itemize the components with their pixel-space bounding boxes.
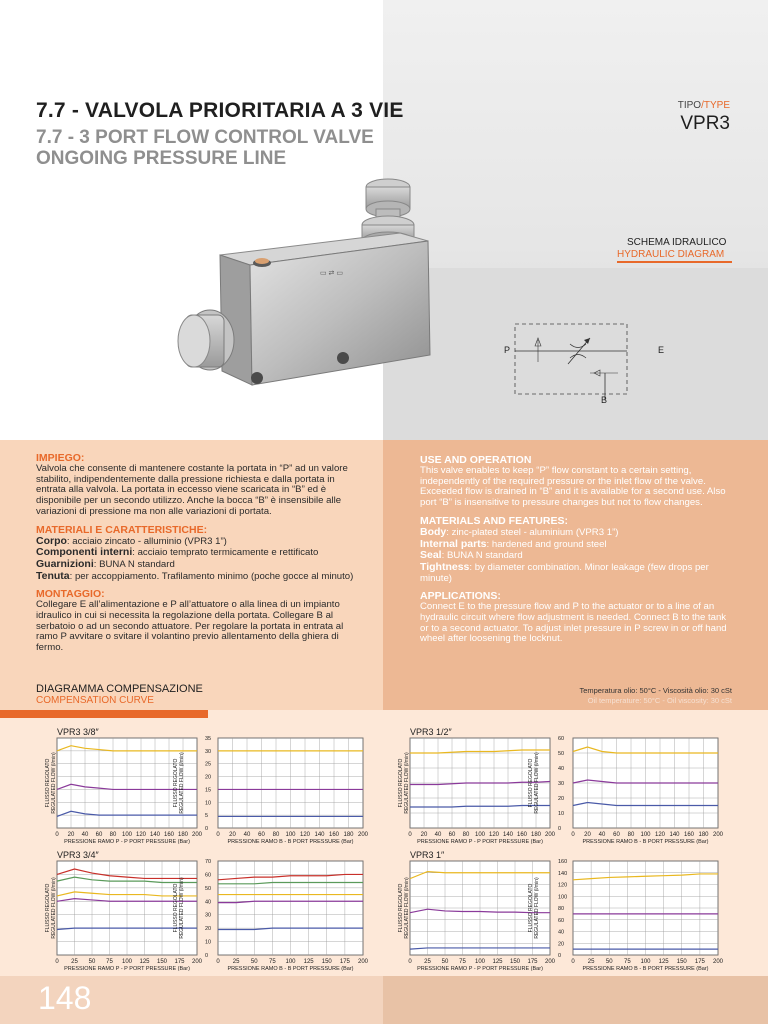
chart-x-tick-label: 0	[216, 959, 220, 965]
curve-orange-bar	[0, 710, 208, 718]
chart-x-tick-label: 20	[584, 832, 591, 838]
chart-x-tick-label: 80	[272, 832, 280, 838]
chart-y-axis-label-it: FLUSSO REGOLATO	[528, 758, 534, 808]
chart-x-tick-label: 100	[474, 959, 486, 965]
chart-x-tick-label: 75	[624, 959, 631, 965]
chart-x-tick-label: 75	[269, 959, 276, 965]
chart-x-tick-label: 40	[598, 832, 606, 838]
chart-x-tick-label: 160	[328, 832, 340, 838]
chart-x-tick-label: 175	[174, 959, 185, 965]
chart-y-tick-label: 0	[205, 826, 209, 832]
montaggio-heading: MONTAGGIO:	[36, 588, 105, 601]
componenti-line: Componenti interni: acciaio temprato termicamente e rettificato	[36, 546, 319, 559]
chart-y-tick-label: 15	[205, 787, 212, 794]
chart-x-tick-label: 0	[571, 832, 575, 838]
chart-y-tick-label: 5	[205, 813, 209, 820]
materiali-heading: MATERIALI E CARATTERISTICHE:	[36, 523, 208, 536]
chart-x-tick-label: 125	[139, 959, 150, 965]
chart-y-axis-label-en: REGULATED FLOW (l/min)	[534, 877, 540, 939]
chart-x-tick-label: 60	[95, 832, 103, 838]
chart-x-tick-label: 175	[339, 959, 350, 965]
chart-y-tick-label: 30	[205, 748, 212, 755]
chart-x-tick-label: 80	[627, 832, 635, 838]
chart-x-tick-label: 75	[106, 959, 113, 965]
chart-x-tick-label: 200	[191, 959, 203, 965]
chart-y-tick-label: 35	[205, 736, 212, 742]
diagram-title-it: SCHEMA IDRAULICO	[627, 237, 727, 248]
chart-y-tick-label: 160	[558, 859, 568, 865]
chart-x-tick-label: 125	[492, 959, 503, 965]
chart-x-tick-label: 50	[250, 959, 258, 965]
chart-x-tick-label: 200	[357, 832, 369, 838]
chart-x-axis-label: PRESSIONE RAMO P - P PORT PRESSURE (Bar)	[64, 839, 190, 845]
chart-x-tick-label: 20	[229, 832, 236, 838]
chart-y-tick-label: 10	[205, 800, 212, 807]
chart-x-tick-label: 60	[448, 832, 456, 838]
port-b-label: B	[601, 395, 608, 405]
chart-x-tick-label: 200	[544, 959, 556, 965]
chart-y-tick-label: 40	[205, 899, 212, 906]
oil-conditions-en: Oil temperature: 50°C - Oil viscosity: 30 cSt	[587, 696, 732, 705]
chart-x-tick-label: 140	[502, 832, 514, 838]
chart-x-tick-label: 100	[121, 832, 133, 838]
tightness-line: Tightness: by diameter combination. Minor leakage (few drops per minute)	[420, 560, 709, 584]
chart-x-tick-label: 100	[474, 832, 486, 838]
chart-title: VPR3 1/2″	[410, 727, 452, 737]
chart-x-tick-label: 175	[527, 959, 538, 965]
chart-x-tick-label: 140	[149, 832, 161, 838]
port-p-label: P	[504, 345, 511, 355]
chart-x-tick-label: 60	[613, 832, 620, 838]
diagram-underline	[617, 261, 732, 263]
applications-heading: APPLICATIONS:	[420, 590, 501, 603]
chart-x-axis-label: PRESSIONE RAMO P - P PORT PRESSURE (Bar)	[417, 966, 543, 972]
chart-x-tick-label: 0	[408, 832, 412, 838]
chart-x-tick-label: 200	[712, 959, 724, 965]
chart-y-tick-label: 60	[558, 917, 565, 924]
chart-x-tick-label: 150	[676, 959, 687, 965]
chart-x-tick-label: 75	[459, 959, 466, 965]
chart-y-axis-label-it: FLUSSO REGOLATO	[398, 883, 404, 933]
chart-title: VPR3 3/4″	[57, 850, 99, 860]
chart-y-tick-label: 20	[205, 926, 212, 933]
seal-line: Seal: BUNA N standard	[420, 549, 523, 562]
page-title: 7.7 - VALVOLA PRIORITARIA A 3 VIE	[36, 99, 404, 122]
chart-y-tick-label: 20	[205, 774, 212, 781]
chart-y-tick-label: 80	[558, 906, 565, 912]
hydraulic-symbol	[500, 318, 650, 408]
chart-x-axis-label: PRESSIONE RAMO P - P PORT PRESSURE (Bar)	[417, 839, 543, 845]
chart-y-tick-label: 0	[558, 953, 562, 959]
chart-x-tick-label: 160	[516, 832, 528, 838]
chart-x-tick-label: 0	[55, 832, 59, 838]
chart-x-tick-label: 120	[654, 832, 666, 838]
chart-y-axis-label-en: REGULATED FLOW (l/min)	[51, 877, 57, 939]
chart-x-tick-label: 200	[191, 832, 203, 838]
chart-y-tick-label: 140	[558, 870, 568, 877]
chart-y-tick-label: 40	[558, 929, 565, 936]
chart-x-tick-label: 100	[121, 959, 133, 965]
chart-y-tick-label: 60	[205, 872, 212, 879]
chart-x-tick-label: 0	[408, 959, 412, 965]
chart-y-tick-label: 50	[558, 751, 565, 757]
chart-x-tick-label: 180	[177, 832, 189, 838]
chart-x-tick-label: 120	[299, 832, 311, 838]
chart-x-tick-label: 200	[357, 959, 369, 965]
guarnizioni-line: Guarnizioni: BUNA N standard	[36, 557, 175, 570]
chart-x-tick-label: 175	[694, 959, 705, 965]
chart-x-tick-label: 0	[571, 959, 575, 965]
chart-y-tick-label: 50	[205, 885, 212, 892]
page-number: 148	[38, 980, 92, 1016]
chart-x-tick-label: 100	[640, 832, 651, 838]
chart-x-tick-label: 160	[163, 832, 175, 838]
chart-x-tick-label: 25	[587, 959, 595, 965]
chart-y-axis-label-en: REGULATED FLOW (l/min)	[179, 752, 185, 814]
chart-x-axis-label: PRESSIONE RAMO B - B PORT PRESSURE (Bar)	[582, 966, 709, 972]
valve-photo	[170, 175, 440, 405]
chart-x-tick-label: 40	[81, 832, 89, 838]
subtitle-line-2: ONGOING PRESSURE LINE	[36, 148, 287, 169]
chart-x-tick-label: 100	[285, 832, 296, 838]
materials-heading: MATERIALS AND FEATURES:	[420, 514, 568, 527]
chart-x-tick-label: 200	[544, 832, 556, 838]
chart-y-axis-label-en: REGULATED FLOW (l/min)	[179, 877, 185, 939]
chart-y-axis-label-it: FLUSSO REGOLATO	[45, 883, 51, 933]
chart-x-tick-label: 40	[434, 832, 442, 838]
footer-bar-right	[383, 976, 768, 1024]
chart-x-tick-label: 25	[71, 959, 78, 965]
compensation-charts	[0, 720, 768, 976]
oil-conditions-it: Temperatura olio: 50°C - Viscosità olio: 30 cSt	[579, 686, 732, 695]
chart-x-tick-label: 140	[669, 832, 680, 838]
chart-y-tick-label: 25	[205, 761, 212, 768]
chart-x-tick-label: 120	[135, 832, 147, 838]
chart-y-axis-label-it: FLUSSO REGOLATO	[528, 883, 534, 933]
chart-x-tick-label: 60	[258, 832, 265, 838]
chart-title: VPR3 3/8″	[57, 727, 99, 737]
curve-title-it: DIAGRAMMA COMPENSAZIONE	[36, 683, 203, 695]
type-label: TIPO/TYPE	[677, 100, 730, 111]
chart-x-tick-label: 120	[488, 832, 500, 838]
chart-x-tick-label: 200	[712, 832, 724, 838]
tenuta-line: Tenuta: per accoppiamento. Trafilamento minimo (poche gocce al minuto)	[36, 569, 354, 582]
chart-y-tick-label: 40	[558, 766, 565, 772]
applications-text: Connect E to the pressure flow and P to the actuator or to a line of an hydraulic circuit where flow adjustment is needed. Connect B to the tank or to a second actuator. To adjust inlet pressure in P screw in or off hand wheel after loosening the locknut.	[420, 601, 727, 645]
chart-x-tick-label: 40	[243, 832, 251, 838]
chart-x-tick-label: 160	[683, 832, 695, 838]
chart-x-tick-label: 20	[420, 832, 428, 838]
chart-x-tick-label: 20	[67, 832, 75, 838]
chart-x-axis-label: PRESSIONE RAMO P - P PORT PRESSURE (Bar)	[64, 966, 190, 972]
chart-y-tick-label: 120	[558, 882, 568, 889]
chart-y-tick-label: 10	[558, 811, 565, 817]
chart-x-tick-label: 180	[698, 832, 709, 838]
chart-y-tick-label: 10	[205, 939, 212, 946]
subtitle-line-1: 7.7 - 3 PORT FLOW CONTROL VALVE	[36, 127, 374, 148]
chart-y-axis-label-it: FLUSSO REGOLATO	[398, 758, 404, 808]
chart-y-tick-label: 0	[205, 953, 209, 959]
corpo-line: Corpo: acciaio zincato - alluminio (VPR3 1”)	[36, 534, 227, 547]
chart-x-tick-label: 50	[441, 959, 449, 965]
chart-x-axis-label: PRESSIONE RAMO B - B PORT PRESSURE (Bar)	[582, 839, 709, 845]
chart-x-tick-label: 100	[285, 959, 296, 965]
english-column	[420, 454, 732, 645]
chart-x-tick-label: 180	[343, 832, 354, 838]
chart-y-tick-label: 70	[205, 859, 212, 865]
chart-x-tick-label: 25	[424, 959, 431, 965]
chart-y-tick-label: 20	[558, 796, 565, 802]
chart-x-tick-label: 25	[232, 959, 240, 965]
chart-y-tick-label: 0	[558, 826, 562, 832]
impiego-text: Valvola che consente di mantenere costante la portata in “P” ad un valore stabilito, indipendentemente dalla pressione richiesta e dalla portata in entrata alla valvola. La portata in eccesso viene scaricata in “B” ed è disponibile per un secondo utilizzo. Anche la bocca “B” è insensibile alle variazioni di pressione ma non alle variazioni di portata.	[36, 463, 348, 517]
chart-y-axis-label-en: REGULATED FLOW (l/min)	[404, 752, 410, 814]
use-heading: USE AND OPERATION	[420, 454, 532, 466]
chart-title: VPR3 1″	[410, 850, 445, 860]
port-e-label: E	[658, 345, 665, 355]
chart-x-tick-label: 125	[303, 959, 314, 965]
model-code: VPR3	[680, 113, 730, 134]
chart-x-tick-label: 100	[640, 959, 651, 965]
chart-x-axis-label: PRESSIONE RAMO B - B PORT PRESSURE (Bar)	[227, 839, 354, 845]
chart-x-tick-label: 180	[530, 832, 542, 838]
chart-x-tick-label: 125	[658, 959, 669, 965]
chart-y-axis-label-en: REGULATED FLOW (l/min)	[404, 877, 410, 939]
chart-x-tick-label: 80	[109, 832, 117, 838]
chart-y-axis-label-it: FLUSSO REGOLATO	[173, 758, 179, 808]
chart-x-tick-label: 140	[314, 832, 325, 838]
impiego-heading: IMPIEGO:	[36, 452, 85, 464]
montaggio-text: Collegare E all’alimentazione e P all’attuatore o alla linea di un impianto idraulico in cui si necessita la regolazione della portata. Collegare B al serbatoio o ad un secondo attuatore. Per regolare la portata in entrata al ramo P avvitare o svitare il volantino previo allentamento della ghiera di fermo.	[36, 599, 344, 654]
diagram-title-en: HYDRAULIC DIAGRAM	[617, 249, 725, 260]
use-text: This valve enables to keep “P” flow constant to a certain setting, independently of the required pressure or the inlet flow of the valve. Exceeded flow is drained in “B” and it is available for a second use. Also port “B” is insensitive to pressure changes but not to flow changes.	[420, 465, 726, 509]
chart-y-axis-label-en: REGULATED FLOW (l/min)	[51, 752, 57, 814]
chart-y-tick-label: 30	[205, 912, 212, 919]
chart-x-tick-label: 80	[462, 832, 470, 838]
chart-y-tick-label: 20	[558, 941, 565, 948]
chart-y-tick-label: 60	[558, 736, 565, 742]
chart-x-tick-label: 50	[88, 959, 96, 965]
body-engraving: ▭ ⇄ ▭	[320, 270, 343, 277]
chart-y-axis-label-it: FLUSSO REGOLATO	[173, 883, 179, 933]
body-line: Body: zinc-plated steel - aluminium (VPR3 1”)	[420, 525, 619, 538]
chart-y-tick-label: 100	[558, 894, 568, 901]
curve-title-en: COMPENSATION CURVE	[36, 695, 154, 706]
chart-x-axis-label: PRESSIONE RAMO B - B PORT PRESSURE (Bar)	[227, 966, 354, 972]
chart-y-axis-label-en: REGULATED FLOW (l/min)	[534, 752, 540, 814]
chart-x-tick-label: 150	[509, 959, 521, 965]
internal-line: Internal parts: hardened and ground steel	[420, 537, 607, 550]
italian-column	[36, 452, 354, 654]
chart-x-tick-label: 0	[55, 959, 59, 965]
chart-y-axis-label-it: FLUSSO REGOLATO	[45, 758, 51, 808]
chart-x-tick-label: 0	[216, 832, 220, 838]
chart-x-tick-label: 50	[605, 959, 613, 965]
chart-x-tick-label: 150	[321, 959, 332, 965]
chart-x-tick-label: 150	[156, 959, 168, 965]
chart-y-tick-label: 30	[558, 781, 565, 787]
